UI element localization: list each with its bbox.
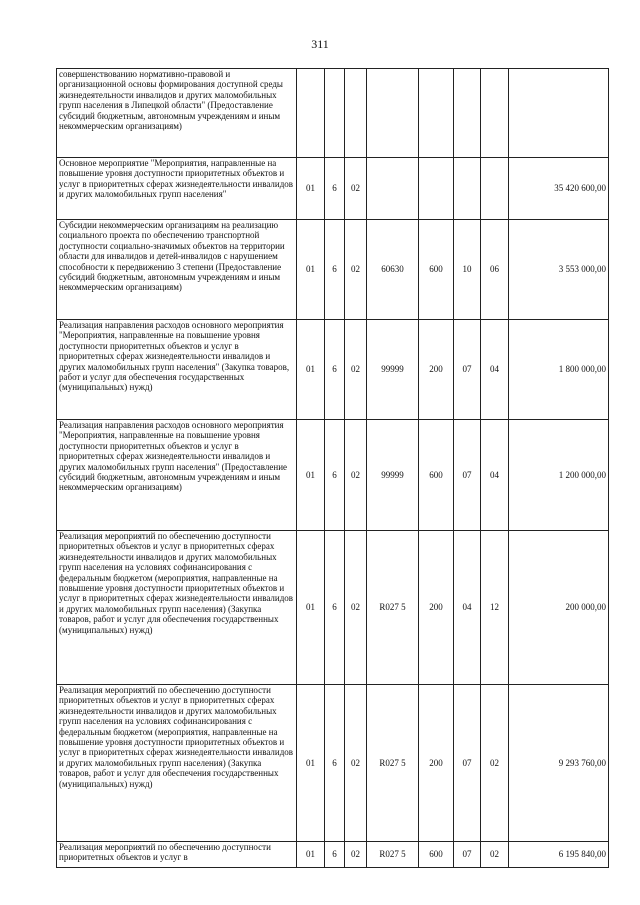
table-row	[57, 69, 609, 158]
row-code-6: 07	[454, 685, 481, 842]
row-code-4: 99999	[367, 420, 419, 531]
row-amount: 6 195 840,00	[509, 842, 609, 868]
row-description: совершенствованию нормативно-правовой и организационной основы формирования доступной среды жизнедеятельности инвалидов и других маломобильных групп населения в Липецкой области" (Предоставление субсидий бюджетным, автономным учреждениям и иным некоммерческим организациям)	[57, 69, 297, 158]
row-code-5: 200	[419, 531, 454, 685]
table-row	[57, 842, 609, 868]
budget-table	[56, 68, 609, 868]
row-code-5: 600	[419, 220, 454, 320]
row-code-3	[345, 69, 367, 158]
row-code-7: 04	[481, 320, 509, 420]
table-row	[57, 320, 609, 420]
row-code-3: 02	[345, 220, 367, 320]
row-code-1: 01	[297, 685, 325, 842]
row-code-4: 99999	[367, 320, 419, 420]
row-code-6: 07	[454, 842, 481, 868]
row-amount: 3 553 000,00	[509, 220, 609, 320]
row-code-4: R027 5	[367, 842, 419, 868]
row-code-2	[325, 69, 345, 158]
row-code-2: 6	[325, 685, 345, 842]
row-code-5: 200	[419, 320, 454, 420]
row-code-5	[419, 158, 454, 220]
row-code-3: 02	[345, 842, 367, 868]
row-code-1: 01	[297, 320, 325, 420]
row-code-6: 07	[454, 320, 481, 420]
row-code-2: 6	[325, 320, 345, 420]
row-code-2: 6	[325, 220, 345, 320]
row-code-7: 04	[481, 420, 509, 531]
row-code-7: 02	[481, 685, 509, 842]
row-code-7	[481, 158, 509, 220]
row-code-6: 04	[454, 531, 481, 685]
row-code-6: 07	[454, 420, 481, 531]
row-code-7	[481, 69, 509, 158]
row-amount: 9 293 760,00	[509, 685, 609, 842]
row-code-2: 6	[325, 420, 345, 531]
row-code-2: 6	[325, 158, 345, 220]
row-code-5: 200	[419, 685, 454, 842]
row-code-1: 01	[297, 158, 325, 220]
row-code-7: 12	[481, 531, 509, 685]
table-row	[57, 158, 609, 220]
row-description: Основное мероприятие "Мероприятия, направленные на повышение уровня доступности приоритетных объектов и услуг в приоритетных сферах жизнедеятельности инвалидов и других маломобильных групп населения"	[57, 158, 297, 220]
row-code-3: 02	[345, 158, 367, 220]
row-description: Реализация направления расходов основного мероприятия "Мероприятия, направленные на повышение уровня доступности приоритетных объектов и услуг в приоритетных сферах жизнедеятельности инвалидов и других маломобильных групп населения" (Предоставление субсидий бюджетным, автономным учреждениям и иным некоммерческим организациям)	[57, 420, 297, 531]
row-description: Реализация мероприятий по обеспечению доступности приоритетных объектов и услуг в приоритетных сферах жизнедеятельности инвалидов и других маломобильных групп населения на условиях софинансирования с федеральным бюджетом (мероприятия, направленные на повышение уровня доступности приоритетных объектов и услуг в приоритетных сферах жизнедеятельности инвалидов и других маломобильных групп населения) (Закупка товаров, работ и услуг для обеспечения государственных (муниципальных) нужд)	[57, 531, 297, 685]
row-description: Реализация мероприятий по обеспечению доступности приоритетных объектов и услуг в приоритетных сферах жизнедеятельности инвалидов и других маломобильных групп населения на условиях софинансирования с федеральным бюджетом (мероприятия, направленные на повышение уровня доступности приоритетных объектов и услуг в приоритетных сферах жизнедеятельности инвалидов и других маломобильных групп населения) (Закупка товаров, работ и услуг для обеспечения государственных (муниципальных) нужд)	[57, 685, 297, 842]
table-row	[57, 220, 609, 320]
row-code-6: 10	[454, 220, 481, 320]
row-code-3: 02	[345, 320, 367, 420]
table-row	[57, 531, 609, 685]
page-number: 311	[311, 37, 329, 51]
row-description: Реализация направления расходов основного мероприятия "Мероприятия, направленные на повышение уровня доступности приоритетных объектов и услуг в приоритетных сферах жизнедеятельности инвалидов и других маломобильных групп населения" (Закупка товаров, работ и услуг для обеспечения государственных (муниципальных) нужд)	[57, 320, 297, 420]
row-amount: 35 420 600,00	[509, 158, 609, 220]
row-code-1: 01	[297, 220, 325, 320]
row-code-2: 6	[325, 842, 345, 868]
row-code-1	[297, 69, 325, 158]
row-description: Субсидии некоммерческим организациям на реализацию социального проекта по обеспечению транспортной доступности социально-значимых объектов на территории области для инвалидов и детей-инвалидов с нарушением способности к передвижению 3 степени (Предоставление субсидий бюджетным, автономным учреждениям и иным некоммерческим организациям)	[57, 220, 297, 320]
row-code-4	[367, 69, 419, 158]
row-code-2: 6	[325, 531, 345, 685]
row-code-3: 02	[345, 420, 367, 531]
row-code-3: 02	[345, 531, 367, 685]
row-code-4	[367, 158, 419, 220]
row-code-1: 01	[297, 842, 325, 868]
row-amount: 1 200 000,00	[509, 420, 609, 531]
row-code-5	[419, 69, 454, 158]
row-code-4: R027 5	[367, 531, 419, 685]
table-row	[57, 685, 609, 842]
row-code-7: 06	[481, 220, 509, 320]
row-description: Реализация мероприятий по обеспечению доступности приоритетных объектов и услуг в	[57, 842, 297, 868]
row-code-6	[454, 69, 481, 158]
row-code-4: 60630	[367, 220, 419, 320]
row-amount: 1 800 000,00	[509, 320, 609, 420]
row-code-1: 01	[297, 531, 325, 685]
row-amount	[509, 69, 609, 158]
row-code-6	[454, 158, 481, 220]
row-code-5: 600	[419, 420, 454, 531]
row-code-1: 01	[297, 420, 325, 531]
row-code-7: 02	[481, 842, 509, 868]
row-amount: 200 000,00	[509, 531, 609, 685]
table-row	[57, 420, 609, 531]
row-code-5: 600	[419, 842, 454, 868]
row-code-4: R027 5	[367, 685, 419, 842]
row-code-3: 02	[345, 685, 367, 842]
